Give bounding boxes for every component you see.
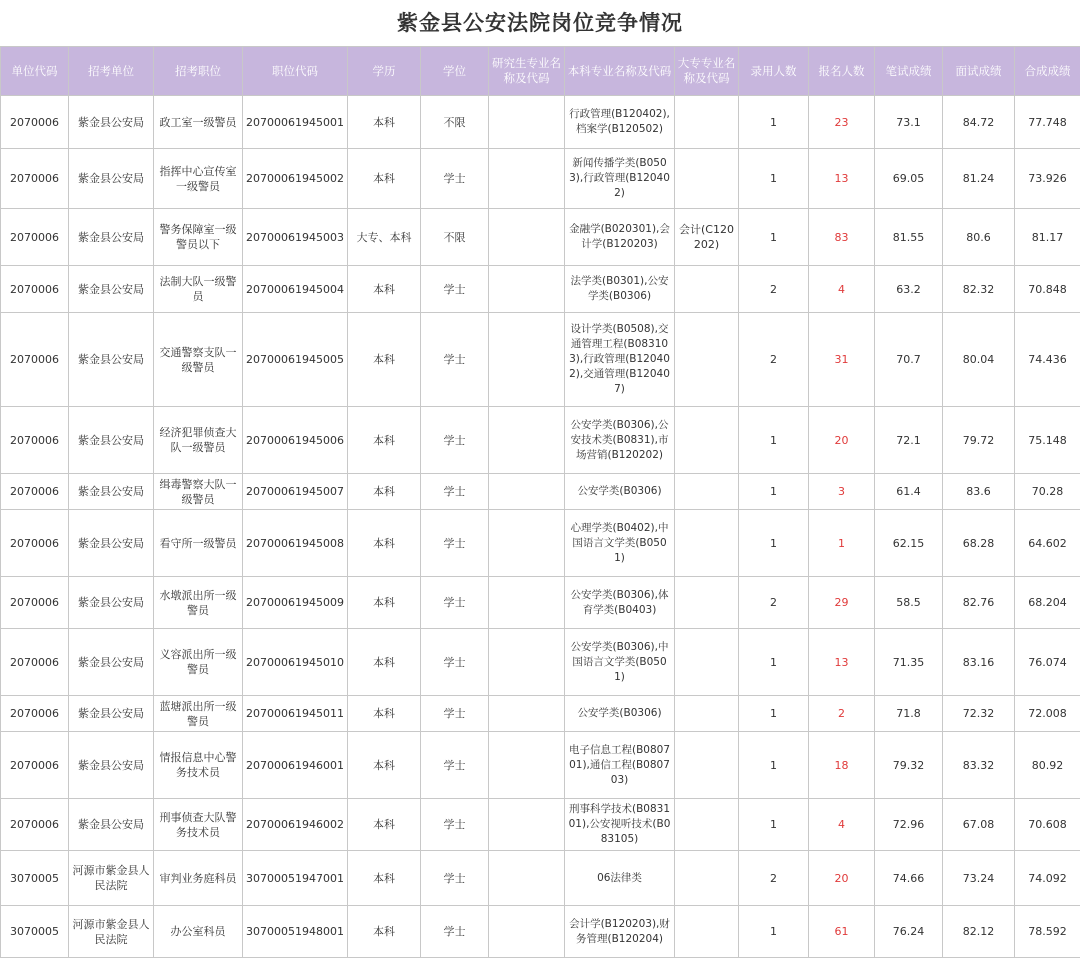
- cell-applicants: 3: [809, 474, 875, 510]
- cell-college-major: 会计(C120202): [675, 209, 739, 266]
- cell-applicants: 20: [809, 851, 875, 906]
- cell-interview-score: 81.24: [943, 149, 1015, 209]
- cell-degree: 学士: [421, 906, 489, 958]
- cell-total-score: 70.608: [1015, 799, 1080, 851]
- cell-degree: 学士: [421, 577, 489, 629]
- cell-undergrad-major: 新闻传播学类(B0503),行政管理(B120402): [565, 149, 675, 209]
- cell-position-code: 20700061945007: [243, 474, 348, 510]
- cell-total-score: 78.592: [1015, 906, 1080, 958]
- table-row: [1, 96, 1080, 149]
- cell-position: 办公室科员: [154, 906, 243, 958]
- column-header-undergrad-major: 本科专业名称及代码: [565, 47, 675, 96]
- table-row: [1, 799, 1080, 851]
- cell-total-score: 68.204: [1015, 577, 1080, 629]
- cell-hires: 1: [739, 696, 809, 732]
- column-header-position: 招考职位: [154, 47, 243, 96]
- cell-graduate-major: [489, 799, 565, 851]
- column-header-interview-score: 面试成绩: [943, 47, 1015, 96]
- page-title: 紫金县公安法院岗位竞争情况: [397, 11, 683, 35]
- cell-position-code: 20700061945006: [243, 407, 348, 474]
- cell-degree: 学士: [421, 313, 489, 407]
- cell-interview-score: 72.32: [943, 696, 1015, 732]
- cell-undergrad-major: 会计学(B120203),财务管理(B120204): [565, 906, 675, 958]
- table-row: [1, 696, 1080, 732]
- cell-total-score: 77.748: [1015, 96, 1080, 149]
- cell-graduate-major: [489, 474, 565, 510]
- table-row: [1, 474, 1080, 510]
- column-header-hires: 录用人数: [739, 47, 809, 96]
- cell-degree: 不限: [421, 96, 489, 149]
- cell-position-code: 20700061945002: [243, 149, 348, 209]
- cell-graduate-major: [489, 96, 565, 149]
- cell-hires: 2: [739, 266, 809, 313]
- cell-position-code: 20700061945008: [243, 510, 348, 577]
- cell-applicants: 13: [809, 629, 875, 696]
- table-row: [1, 313, 1080, 407]
- cell-degree: 学士: [421, 629, 489, 696]
- cell-graduate-major: [489, 266, 565, 313]
- cell-unit-code: 2070006: [1, 407, 69, 474]
- cell-total-score: 70.28: [1015, 474, 1080, 510]
- cell-interview-score: 73.24: [943, 851, 1015, 906]
- cell-graduate-major: [489, 732, 565, 799]
- cell-total-score: 75.148: [1015, 407, 1080, 474]
- cell-recruiting-unit: 紫金县公安局: [69, 799, 154, 851]
- competition-table: [0, 46, 1080, 958]
- cell-hires: 1: [739, 799, 809, 851]
- cell-written-score: 79.32: [875, 732, 943, 799]
- column-header-unit-code: 单位代码: [1, 47, 69, 96]
- cell-education: 本科: [348, 906, 421, 958]
- cell-applicants: 1: [809, 510, 875, 577]
- cell-unit-code: 2070006: [1, 799, 69, 851]
- table-row: [1, 510, 1080, 577]
- cell-degree: 学士: [421, 696, 489, 732]
- cell-college-major: [675, 696, 739, 732]
- cell-position: 经济犯罪侦查大队一级警员: [154, 407, 243, 474]
- cell-college-major: [675, 407, 739, 474]
- column-header-applicants: 报名人数: [809, 47, 875, 96]
- cell-unit-code: 2070006: [1, 149, 69, 209]
- cell-applicants: 61: [809, 906, 875, 958]
- cell-written-score: 74.66: [875, 851, 943, 906]
- cell-hires: 1: [739, 510, 809, 577]
- cell-education: 本科: [348, 577, 421, 629]
- cell-recruiting-unit: 紫金县公安局: [69, 407, 154, 474]
- cell-graduate-major: [489, 629, 565, 696]
- cell-graduate-major: [489, 906, 565, 958]
- cell-undergrad-major: 心理学类(B0402),中国语言文学类(B0501): [565, 510, 675, 577]
- cell-degree: 学士: [421, 799, 489, 851]
- table-body: [1, 96, 1080, 958]
- cell-interview-score: 83.16: [943, 629, 1015, 696]
- column-header-written-score: 笔试成绩: [875, 47, 943, 96]
- cell-graduate-major: [489, 407, 565, 474]
- cell-recruiting-unit: 紫金县公安局: [69, 96, 154, 149]
- cell-hires: 2: [739, 851, 809, 906]
- column-header-recruiting-unit: 招考单位: [69, 47, 154, 96]
- cell-undergrad-major: 设计学类(B0508),交通管理工程(B083103),行政管理(B120402),交通管理(B120407): [565, 313, 675, 407]
- cell-applicants: 18: [809, 732, 875, 799]
- cell-written-score: 73.1: [875, 96, 943, 149]
- cell-hires: 1: [739, 732, 809, 799]
- cell-education: 本科: [348, 510, 421, 577]
- cell-hires: 1: [739, 474, 809, 510]
- cell-written-score: 81.55: [875, 209, 943, 266]
- cell-hires: 1: [739, 629, 809, 696]
- cell-position: 水墩派出所一级警员: [154, 577, 243, 629]
- cell-total-score: 74.436: [1015, 313, 1080, 407]
- cell-position: 法制大队一级警员: [154, 266, 243, 313]
- cell-education: 本科: [348, 799, 421, 851]
- cell-recruiting-unit: 紫金县公安局: [69, 313, 154, 407]
- cell-education: 本科: [348, 313, 421, 407]
- cell-undergrad-major: 法学类(B0301),公安学类(B0306): [565, 266, 675, 313]
- cell-recruiting-unit: 紫金县公安局: [69, 577, 154, 629]
- column-header-education: 学历: [348, 47, 421, 96]
- cell-written-score: 72.96: [875, 799, 943, 851]
- cell-degree: 学士: [421, 474, 489, 510]
- cell-degree: 学士: [421, 510, 489, 577]
- cell-college-major: [675, 906, 739, 958]
- cell-graduate-major: [489, 149, 565, 209]
- cell-degree: 学士: [421, 407, 489, 474]
- cell-unit-code: 2070006: [1, 577, 69, 629]
- cell-degree: 学士: [421, 851, 489, 906]
- cell-interview-score: 67.08: [943, 799, 1015, 851]
- cell-graduate-major: [489, 510, 565, 577]
- cell-total-score: 80.92: [1015, 732, 1080, 799]
- cell-recruiting-unit: 紫金县公安局: [69, 266, 154, 313]
- cell-education: 本科: [348, 629, 421, 696]
- cell-education: 本科: [348, 851, 421, 906]
- cell-written-score: 71.8: [875, 696, 943, 732]
- cell-interview-score: 83.32: [943, 732, 1015, 799]
- cell-position: 情报信息中心警务技术员: [154, 732, 243, 799]
- cell-position: 义容派出所一级警员: [154, 629, 243, 696]
- cell-undergrad-major: 行政管理(B120402),档案学(B120502): [565, 96, 675, 149]
- cell-undergrad-major: 刑事科学技术(B083101),公安视听技术(B083105): [565, 799, 675, 851]
- cell-position: 蓝塘派出所一级警员: [154, 696, 243, 732]
- cell-college-major: [675, 577, 739, 629]
- cell-applicants: 2: [809, 696, 875, 732]
- cell-written-score: 58.5: [875, 577, 943, 629]
- cell-position: 刑事侦查大队警务技术员: [154, 799, 243, 851]
- cell-unit-code: 2070006: [1, 266, 69, 313]
- cell-position-code: 20700061945009: [243, 577, 348, 629]
- cell-applicants: 4: [809, 266, 875, 313]
- cell-college-major: [675, 313, 739, 407]
- cell-college-major: [675, 732, 739, 799]
- cell-education: 本科: [348, 266, 421, 313]
- cell-degree: 学士: [421, 732, 489, 799]
- cell-education: 本科: [348, 149, 421, 209]
- cell-interview-score: 68.28: [943, 510, 1015, 577]
- cell-education: 本科: [348, 407, 421, 474]
- cell-recruiting-unit: 紫金县公安局: [69, 629, 154, 696]
- cell-total-score: 72.008: [1015, 696, 1080, 732]
- cell-college-major: [675, 149, 739, 209]
- column-header-total-score: 合成成绩: [1015, 47, 1080, 96]
- cell-unit-code: 2070006: [1, 510, 69, 577]
- cell-graduate-major: [489, 577, 565, 629]
- cell-total-score: 70.848: [1015, 266, 1080, 313]
- cell-hires: 2: [739, 577, 809, 629]
- cell-college-major: [675, 474, 739, 510]
- cell-recruiting-unit: 河源市紫金县人民法院: [69, 851, 154, 906]
- table-row: [1, 629, 1080, 696]
- cell-total-score: 73.926: [1015, 149, 1080, 209]
- cell-unit-code: 3070005: [1, 851, 69, 906]
- cell-position-code: 30700051947001: [243, 851, 348, 906]
- table-row: [1, 851, 1080, 906]
- cell-unit-code: 2070006: [1, 732, 69, 799]
- cell-education: 本科: [348, 96, 421, 149]
- cell-hires: 1: [739, 209, 809, 266]
- cell-position-code: 20700061945005: [243, 313, 348, 407]
- cell-position-code: 20700061946002: [243, 799, 348, 851]
- cell-recruiting-unit: 紫金县公安局: [69, 474, 154, 510]
- cell-position: 警务保障室一级警员以下: [154, 209, 243, 266]
- table-row: [1, 577, 1080, 629]
- cell-recruiting-unit: 紫金县公安局: [69, 696, 154, 732]
- cell-education: 本科: [348, 732, 421, 799]
- cell-interview-score: 79.72: [943, 407, 1015, 474]
- cell-position: 审判业务庭科员: [154, 851, 243, 906]
- cell-unit-code: 2070006: [1, 96, 69, 149]
- table-row: [1, 407, 1080, 474]
- cell-interview-score: 84.72: [943, 96, 1015, 149]
- table-row: [1, 266, 1080, 313]
- cell-position-code: 20700061945011: [243, 696, 348, 732]
- cell-applicants: 83: [809, 209, 875, 266]
- cell-recruiting-unit: 紫金县公安局: [69, 149, 154, 209]
- cell-graduate-major: [489, 209, 565, 266]
- cell-undergrad-major: 公安学类(B0306): [565, 696, 675, 732]
- cell-hires: 1: [739, 96, 809, 149]
- cell-unit-code: 3070005: [1, 906, 69, 958]
- cell-interview-score: 82.76: [943, 577, 1015, 629]
- cell-interview-score: 82.12: [943, 906, 1015, 958]
- cell-degree: 学士: [421, 149, 489, 209]
- cell-education: 大专、本科: [348, 209, 421, 266]
- cell-recruiting-unit: 河源市紫金县人民法院: [69, 906, 154, 958]
- cell-written-score: 76.24: [875, 906, 943, 958]
- cell-college-major: [675, 629, 739, 696]
- cell-hires: 1: [739, 906, 809, 958]
- cell-interview-score: 80.04: [943, 313, 1015, 407]
- cell-applicants: 23: [809, 96, 875, 149]
- cell-recruiting-unit: 紫金县公安局: [69, 510, 154, 577]
- column-header-degree: 学位: [421, 47, 489, 96]
- cell-unit-code: 2070006: [1, 629, 69, 696]
- cell-hires: 2: [739, 313, 809, 407]
- cell-position-code: 30700051948001: [243, 906, 348, 958]
- cell-undergrad-major: 公安学类(B0306),体育学类(B0403): [565, 577, 675, 629]
- cell-undergrad-major: 电子信息工程(B080701),通信工程(B080703): [565, 732, 675, 799]
- cell-undergrad-major: 公安学类(B0306),中国语言文学类(B0501): [565, 629, 675, 696]
- cell-position-code: 20700061945010: [243, 629, 348, 696]
- cell-written-score: 71.35: [875, 629, 943, 696]
- cell-written-score: 61.4: [875, 474, 943, 510]
- cell-interview-score: 83.6: [943, 474, 1015, 510]
- cell-position: 交通警察支队一级警员: [154, 313, 243, 407]
- table-row: [1, 906, 1080, 958]
- cell-hires: 1: [739, 407, 809, 474]
- cell-graduate-major: [489, 696, 565, 732]
- cell-applicants: 31: [809, 313, 875, 407]
- cell-position-code: 20700061945004: [243, 266, 348, 313]
- cell-written-score: 72.1: [875, 407, 943, 474]
- column-header-graduate-major: 研究生专业名称及代码: [489, 47, 565, 96]
- cell-college-major: [675, 510, 739, 577]
- cell-total-score: 64.602: [1015, 510, 1080, 577]
- cell-graduate-major: [489, 313, 565, 407]
- cell-unit-code: 2070006: [1, 696, 69, 732]
- column-header-position-code: 职位代码: [243, 47, 348, 96]
- cell-position-code: 20700061946001: [243, 732, 348, 799]
- cell-college-major: [675, 266, 739, 313]
- cell-written-score: 70.7: [875, 313, 943, 407]
- cell-degree: 不限: [421, 209, 489, 266]
- cell-written-score: 62.15: [875, 510, 943, 577]
- cell-total-score: 81.17: [1015, 209, 1080, 266]
- cell-interview-score: 82.32: [943, 266, 1015, 313]
- cell-interview-score: 80.6: [943, 209, 1015, 266]
- table-row: [1, 732, 1080, 799]
- cell-position: 政工室一级警员: [154, 96, 243, 149]
- cell-total-score: 76.074: [1015, 629, 1080, 696]
- cell-graduate-major: [489, 851, 565, 906]
- cell-unit-code: 2070006: [1, 474, 69, 510]
- cell-position-code: 20700061945003: [243, 209, 348, 266]
- cell-college-major: [675, 799, 739, 851]
- cell-position-code: 20700061945001: [243, 96, 348, 149]
- cell-college-major: [675, 96, 739, 149]
- cell-undergrad-major: 金融学(B020301),会计学(B120203): [565, 209, 675, 266]
- cell-hires: 1: [739, 149, 809, 209]
- cell-applicants: 20: [809, 407, 875, 474]
- cell-unit-code: 2070006: [1, 209, 69, 266]
- cell-position: 缉毒警察大队一级警员: [154, 474, 243, 510]
- cell-position: 看守所一级警员: [154, 510, 243, 577]
- cell-position: 指挥中心宣传室一级警员: [154, 149, 243, 209]
- cell-applicants: 29: [809, 577, 875, 629]
- cell-undergrad-major: 公安学类(B0306): [565, 474, 675, 510]
- cell-degree: 学士: [421, 266, 489, 313]
- cell-recruiting-unit: 紫金县公安局: [69, 209, 154, 266]
- cell-undergrad-major: 06法律类: [565, 851, 675, 906]
- column-header-college-major: 大专专业名称及代码: [675, 47, 739, 96]
- cell-total-score: 74.092: [1015, 851, 1080, 906]
- cell-recruiting-unit: 紫金县公安局: [69, 732, 154, 799]
- table-row: [1, 149, 1080, 209]
- table-row: [1, 209, 1080, 266]
- table-header-row: [1, 47, 1080, 96]
- cell-written-score: 63.2: [875, 266, 943, 313]
- cell-education: 本科: [348, 474, 421, 510]
- cell-applicants: 4: [809, 799, 875, 851]
- cell-undergrad-major: 公安学类(B0306),公安技术类(B0831),市场营销(B120202): [565, 407, 675, 474]
- cell-applicants: 13: [809, 149, 875, 209]
- cell-unit-code: 2070006: [1, 313, 69, 407]
- cell-college-major: [675, 851, 739, 906]
- cell-written-score: 69.05: [875, 149, 943, 209]
- cell-education: 本科: [348, 696, 421, 732]
